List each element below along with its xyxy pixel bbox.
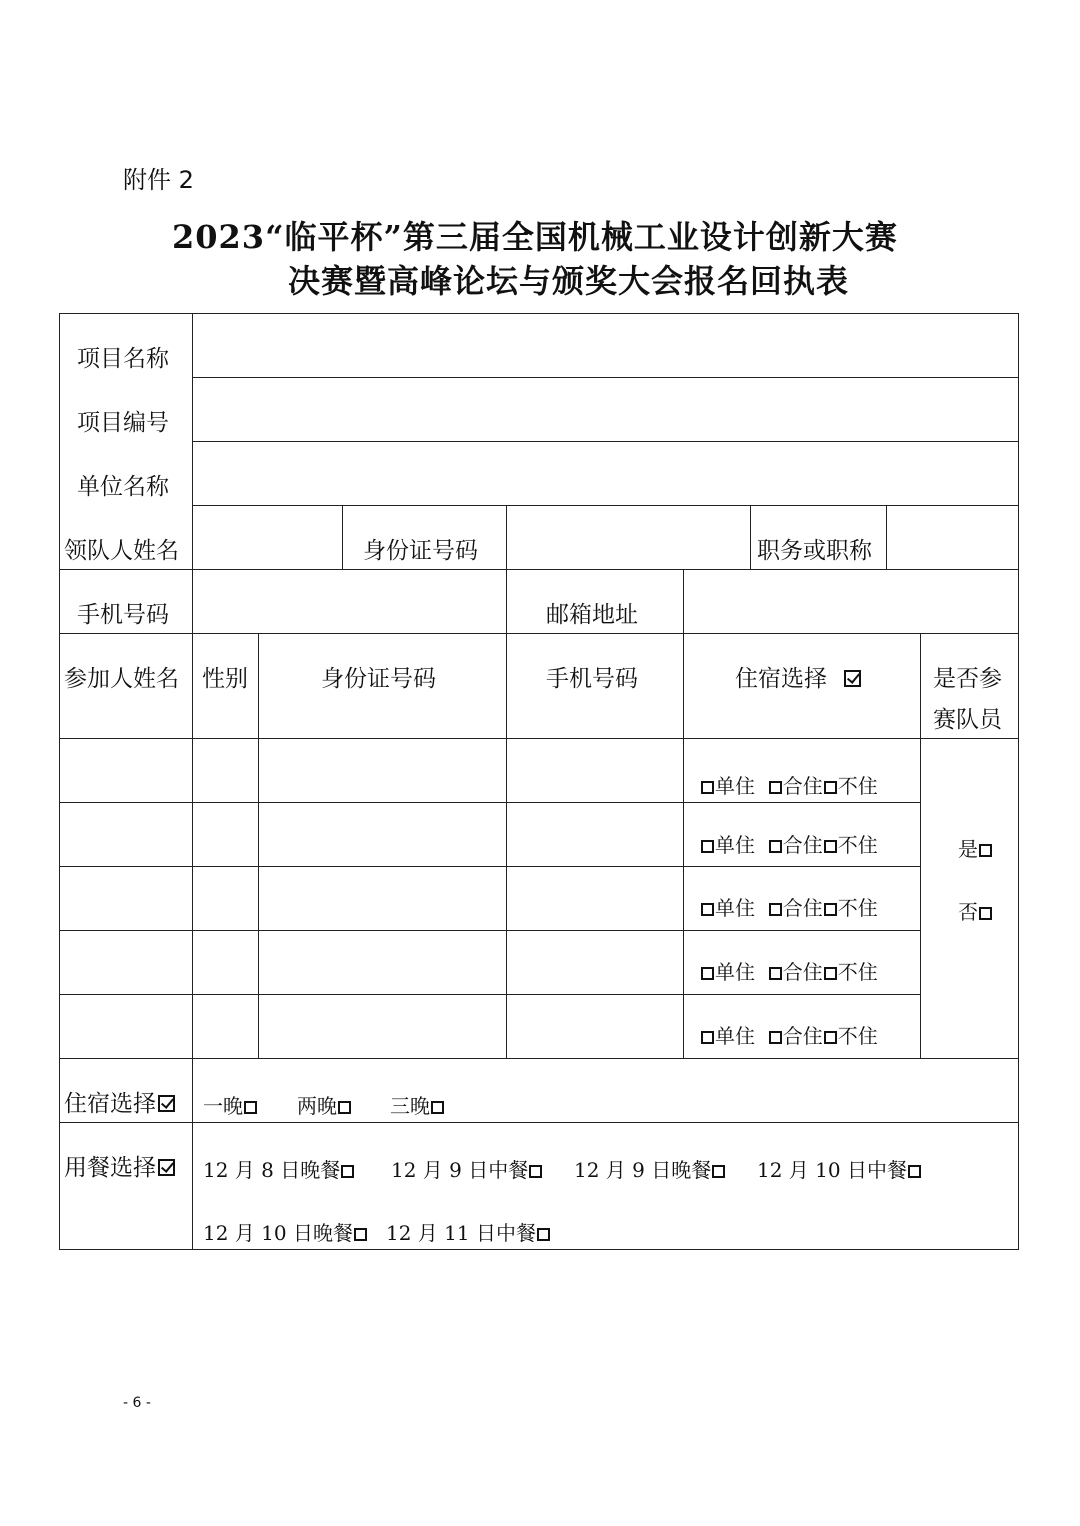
lodging-nights-text: 住宿选择: [64, 1091, 156, 1117]
row-line: [59, 930, 920, 931]
checkbox-icon[interactable]: [769, 967, 782, 980]
team-member-no[interactable]: [958, 902, 993, 922]
page-number: - 6 -: [123, 1395, 151, 1411]
option-none: 不住: [837, 896, 878, 920]
row-line: [59, 994, 920, 995]
team-member-header-2: 赛队员: [933, 707, 1002, 733]
checkbox-icon[interactable]: [824, 1031, 837, 1044]
option-single: 单住: [715, 833, 755, 857]
row-line: [193, 377, 1019, 378]
meal-5-label: 12 月 10 日晚餐: [203, 1221, 353, 1245]
option-shared: 合住: [782, 774, 823, 798]
participant-name-header: 参加人姓名: [64, 666, 179, 692]
option-shared: 合住: [782, 833, 823, 857]
row-line: [59, 866, 920, 867]
row-line: [59, 569, 1019, 570]
checkbox-icon[interactable]: [769, 840, 782, 853]
checkbox-icon[interactable]: [354, 1228, 367, 1241]
night-2-label: 两晚: [297, 1094, 337, 1118]
night-option-1[interactable]: [203, 1096, 258, 1116]
row-line: [59, 1122, 1019, 1123]
meal-3-label: 12 月 9 日晚餐: [574, 1158, 712, 1182]
checkbox-icon[interactable]: [769, 903, 782, 916]
lodging-options-row[interactable]: [700, 1026, 878, 1046]
attachment-label: 附件 2: [123, 166, 194, 194]
lodging-options-row[interactable]: [700, 835, 878, 855]
checkmark-icon: [158, 1095, 175, 1112]
table-border-left: [59, 313, 60, 1250]
meal-4-label: 12 月 10 日中餐: [757, 1158, 907, 1182]
leader-id-label: 身份证号码: [363, 538, 478, 564]
meals-label: [64, 1157, 175, 1180]
table-border-top: [59, 313, 1019, 314]
checkbox-icon[interactable]: [529, 1165, 542, 1178]
leader-name-label: 领队人姓名: [64, 538, 179, 564]
col-line: [192, 313, 193, 1250]
meal-option-1[interactable]: [203, 1160, 355, 1180]
row-line: [59, 738, 1019, 739]
email-label: 邮箱地址: [546, 602, 638, 628]
col-line: [750, 505, 751, 569]
checkbox-icon[interactable]: [244, 1101, 257, 1114]
night-1-label: 一晚: [203, 1094, 243, 1118]
team-member-yes[interactable]: [958, 839, 993, 859]
gender-header: 性别: [202, 666, 248, 692]
option-none: 不住: [837, 774, 878, 798]
meal-option-5[interactable]: [203, 1223, 368, 1243]
option-shared: 合住: [782, 896, 823, 920]
night-option-3[interactable]: [390, 1096, 445, 1116]
night-option-2[interactable]: [297, 1096, 352, 1116]
option-none: 不住: [837, 960, 878, 984]
option-shared: 合住: [782, 960, 823, 984]
table-border-bottom: [59, 1249, 1019, 1250]
checkbox-icon[interactable]: [431, 1101, 444, 1114]
meal-option-2[interactable]: [391, 1160, 543, 1180]
checkbox-icon[interactable]: [701, 1031, 714, 1044]
no-label: 否: [958, 900, 978, 924]
checkbox-icon[interactable]: [979, 844, 992, 857]
row-line: [193, 505, 1019, 506]
meal-6-label: 12 月 11 日中餐: [386, 1221, 536, 1245]
title-line-1: 2023“临平杯”第三届全国机械工业设计创新大赛: [172, 218, 898, 256]
option-single: 单住: [715, 774, 755, 798]
lodging-nights-label: [64, 1093, 175, 1116]
lodging-header: [735, 668, 861, 691]
team-member-header-1: 是否参: [933, 666, 1002, 692]
checkbox-icon[interactable]: [701, 840, 714, 853]
checkbox-icon[interactable]: [701, 967, 714, 980]
checkbox-icon[interactable]: [908, 1165, 921, 1178]
lodging-header-text: 住宿选择: [735, 666, 827, 692]
org-name-label: 单位名称: [77, 474, 169, 500]
checkbox-icon[interactable]: [979, 907, 992, 920]
checkmark-icon: [158, 1159, 175, 1176]
meal-option-4[interactable]: [757, 1160, 922, 1180]
col-line: [506, 505, 507, 1058]
checkbox-icon[interactable]: [824, 840, 837, 853]
checkbox-icon[interactable]: [701, 903, 714, 916]
table-border-right: [1018, 313, 1019, 1250]
night-3-label: 三晚: [390, 1094, 430, 1118]
participant-mobile-header: 手机号码: [546, 666, 638, 692]
checkbox-icon[interactable]: [712, 1165, 725, 1178]
yes-label: 是: [958, 837, 978, 861]
option-none: 不住: [837, 1024, 878, 1048]
checkbox-icon[interactable]: [824, 781, 837, 794]
mobile-label: 手机号码: [77, 602, 169, 628]
meals-text: 用餐选择: [64, 1155, 156, 1181]
option-single: 单住: [715, 896, 755, 920]
meal-1-label: 12 月 8 日晚餐: [203, 1158, 341, 1182]
option-shared: 合住: [782, 1024, 823, 1048]
checkbox-icon[interactable]: [341, 1165, 354, 1178]
row-line: [59, 802, 920, 803]
col-line: [342, 505, 343, 569]
checkbox-icon[interactable]: [769, 1031, 782, 1044]
option-none: 不住: [837, 833, 878, 857]
option-single: 单住: [715, 960, 755, 984]
col-line: [886, 505, 887, 569]
option-single: 单住: [715, 1024, 755, 1048]
lodging-options-row[interactable]: [700, 962, 878, 982]
project-name-label: 项目名称: [77, 346, 169, 372]
checkbox-icon[interactable]: [537, 1228, 550, 1241]
checkbox-icon[interactable]: [769, 781, 782, 794]
meal-option-3[interactable]: [574, 1160, 726, 1180]
row-line: [193, 441, 1019, 442]
title-line-2: 决赛暨高峰论坛与颁奖大会报名回执表: [288, 262, 850, 300]
meal-2-label: 12 月 9 日中餐: [391, 1158, 529, 1182]
row-line: [59, 633, 1019, 634]
col-line: [920, 633, 921, 1058]
col-line: [258, 633, 259, 1058]
row-line: [59, 1058, 1019, 1059]
lodging-options-row[interactable]: [700, 898, 878, 918]
checkbox-icon[interactable]: [338, 1101, 351, 1114]
checkmark-icon: [844, 670, 861, 687]
meal-option-6[interactable]: [386, 1223, 551, 1243]
lodging-options-row[interactable]: [700, 776, 878, 796]
participant-id-header: 身份证号码: [321, 666, 436, 692]
checkbox-icon[interactable]: [701, 781, 714, 794]
position-label: 职务或职称: [757, 538, 872, 564]
checkbox-icon[interactable]: [824, 967, 837, 980]
checkbox-icon[interactable]: [824, 903, 837, 916]
project-no-label: 项目编号: [77, 410, 169, 436]
col-line: [683, 569, 684, 1058]
